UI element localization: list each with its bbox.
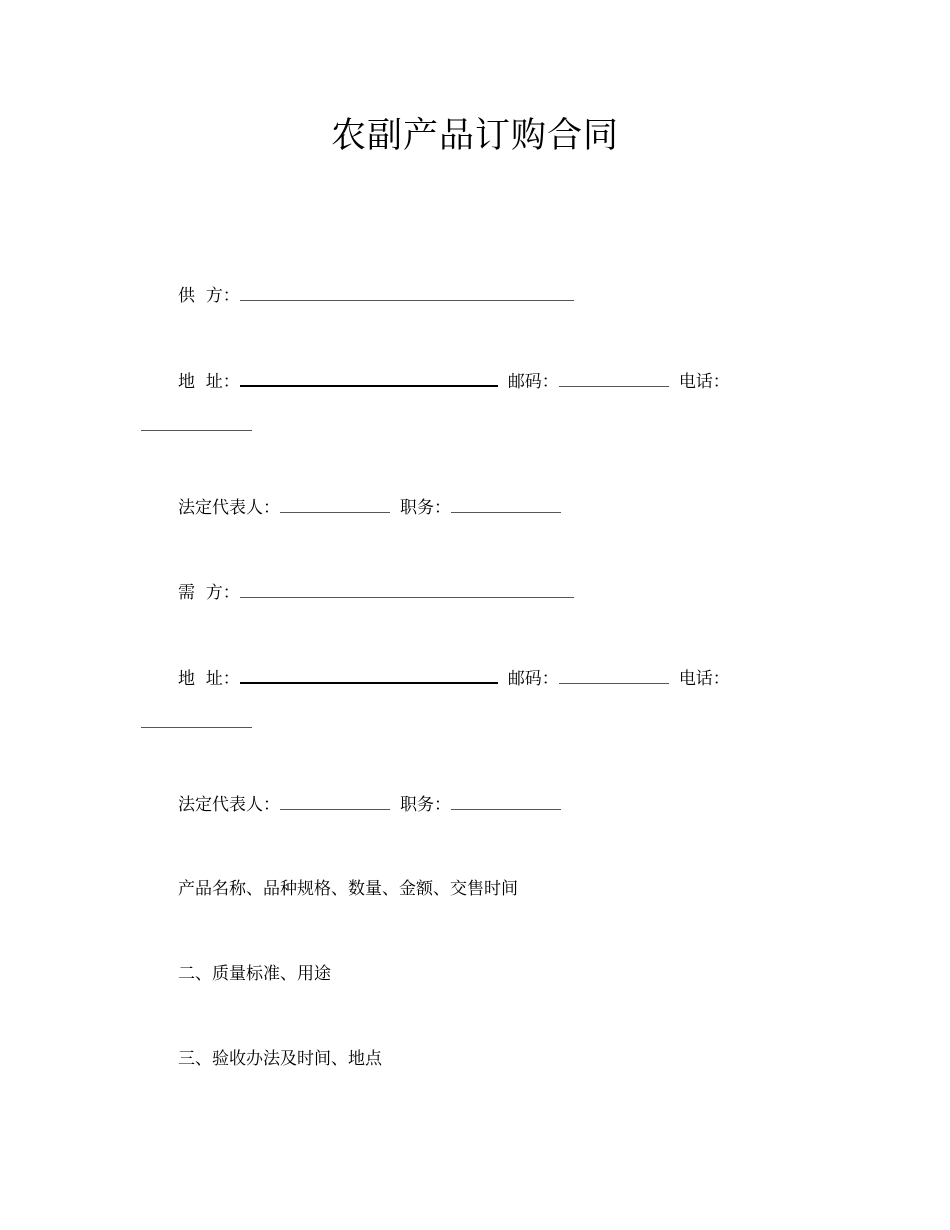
supplier-postcode-label: 邮码： bbox=[507, 372, 559, 392]
supplier-address-blank[interactable] bbox=[240, 369, 498, 387]
supplier-phone-blank[interactable] bbox=[141, 430, 252, 431]
buyer-position-blank[interactable] bbox=[451, 793, 561, 810]
clause-item: 三、验收办法及时间、地点 bbox=[178, 1049, 382, 1069]
buyer-legal-rep-blank[interactable] bbox=[280, 793, 390, 810]
supplier-position-blank[interactable] bbox=[451, 496, 561, 513]
supplier-name-blank[interactable] bbox=[240, 284, 574, 301]
supplier-legal-rep-label: 法定代表人： bbox=[178, 498, 280, 518]
buyer-legal-rep-label: 法定代表人： bbox=[178, 795, 280, 815]
supplier-address-label: 地 址： bbox=[178, 372, 240, 392]
clause-item: 二、质量标准、用途 bbox=[178, 964, 331, 984]
supplier-line bbox=[178, 284, 574, 307]
buyer-position-label: 职务： bbox=[400, 795, 451, 815]
buyer-label: 需 方： bbox=[178, 583, 240, 603]
buyer-address-blank[interactable] bbox=[240, 666, 498, 684]
supplier-position-label: 职务： bbox=[400, 498, 451, 518]
supplier-postcode-blank[interactable] bbox=[559, 370, 669, 387]
supplier-phone-label: 电话： bbox=[678, 372, 730, 392]
buyer-phone-label: 电话： bbox=[678, 669, 730, 689]
buyer-rep-line bbox=[178, 793, 561, 816]
buyer-postcode-blank[interactable] bbox=[559, 667, 669, 684]
supplier-address-line bbox=[178, 369, 730, 393]
supplier-rep-line bbox=[178, 496, 561, 519]
buyer-postcode-label: 邮码： bbox=[507, 669, 559, 689]
supplier-label: 供 方： bbox=[178, 286, 240, 306]
buyer-address-label: 地 址： bbox=[178, 669, 240, 689]
clause-item: 产品名称、品种规格、数量、金额、交售时间 bbox=[178, 879, 518, 899]
buyer-line bbox=[178, 581, 574, 604]
buyer-address-line bbox=[178, 666, 730, 690]
document-title: 农副产品订购合同 bbox=[330, 116, 619, 156]
buyer-phone-blank[interactable] bbox=[141, 727, 252, 728]
buyer-name-blank[interactable] bbox=[240, 581, 574, 598]
supplier-legal-rep-blank[interactable] bbox=[280, 496, 390, 513]
